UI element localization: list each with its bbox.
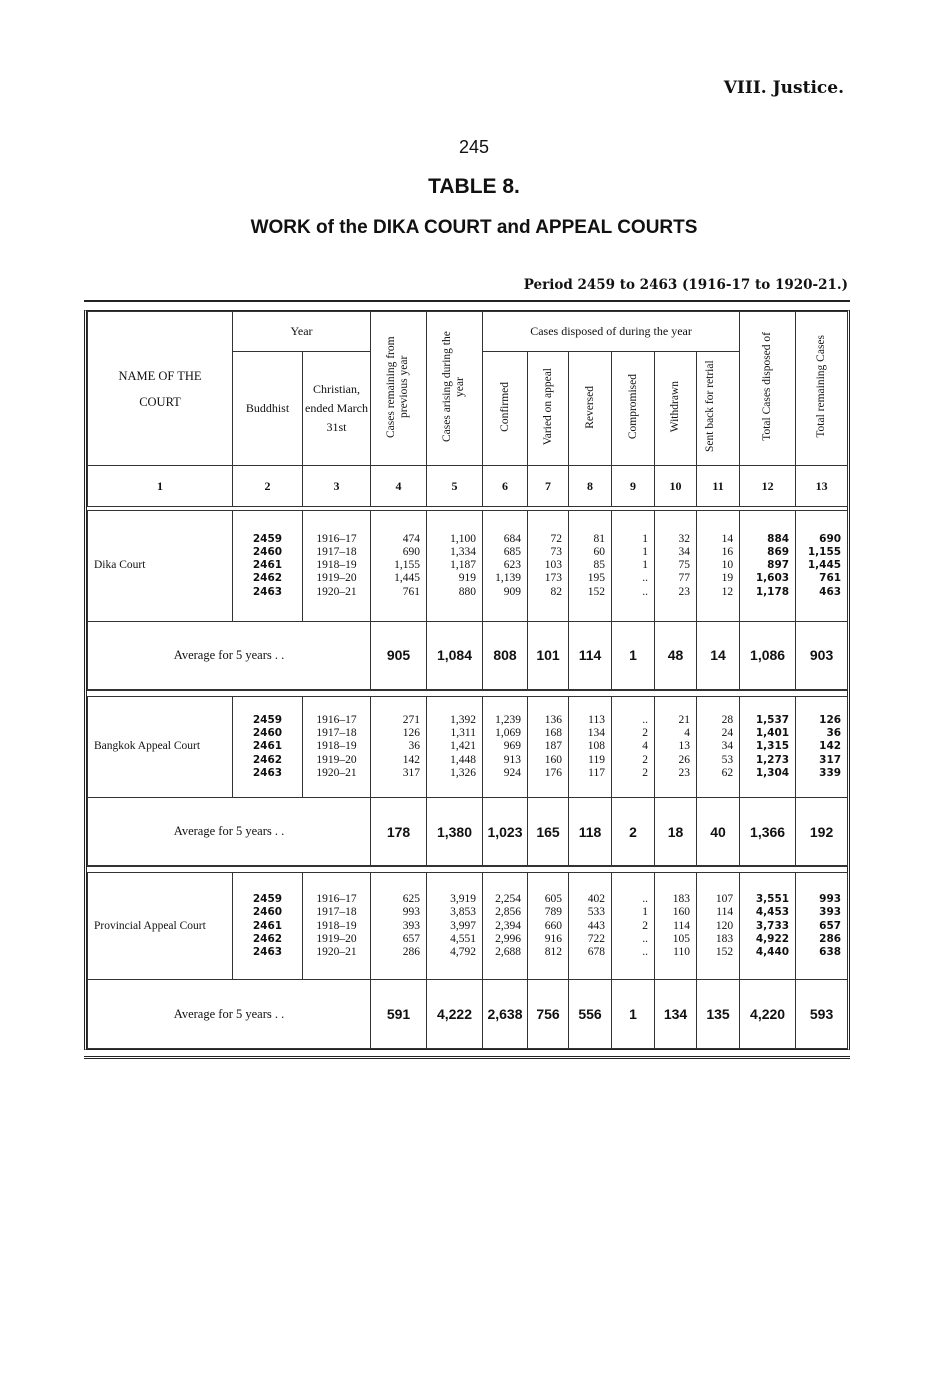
col-withdrawn (655, 352, 697, 466)
table-frame (84, 300, 850, 1059)
avg-value: 192 (796, 798, 848, 867)
avg-value: 591 (371, 980, 427, 1049)
total-remaining-values: 690 1,155 1,445 761 463 (796, 510, 848, 621)
col-sent-back (697, 352, 740, 466)
col-disposed-group: Cases disposed of during the year (483, 312, 740, 352)
average-label: Average for 5 years . . (88, 621, 371, 690)
col-number: 5 (427, 466, 483, 506)
varied-values: 605 789 660 916 812 (528, 873, 569, 980)
confirmed-values: 684 685 623 1,139 909 (483, 510, 528, 621)
withdrawn-values: 183 160 114 105 110 (655, 873, 697, 980)
average-row-provincial (88, 980, 848, 1049)
sent-back-values: 14 16 10 19 12 (697, 510, 740, 621)
buddhist-years: 2459 2460 2461 2462 2463 (233, 873, 303, 980)
avg-value: 1,023 (483, 798, 528, 867)
reversed-values: 81 60 85 195 152 (569, 510, 612, 621)
col-arising-label: Cases arising during the year (440, 331, 466, 443)
table-subtitle: WORK of the DIKA COURT and APPEAL COURTS (250, 217, 698, 238)
section-header: VIII. Justice. (723, 78, 844, 98)
varied-values: 72 73 103 173 82 (528, 510, 569, 621)
avg-value: 593 (796, 980, 848, 1049)
col-compromised (612, 352, 655, 466)
col-name-label: NAME OF THE COURT (118, 368, 202, 409)
avg-value: 1 (612, 621, 655, 690)
page-number: 245 (458, 137, 490, 157)
sent-back-values: 28 24 34 53 62 (697, 697, 740, 798)
arising-values: 1,392 1,311 1,421 1,448 1,326 (427, 697, 483, 798)
court-row-bangkok (88, 697, 848, 798)
buddhist-years: 2459 2460 2461 2462 2463 (233, 510, 303, 621)
avg-value: 48 (655, 621, 697, 690)
avg-value: 40 (697, 798, 740, 867)
avg-value: 4,222 (427, 980, 483, 1049)
avg-value: 1,086 (740, 621, 796, 690)
confirmed-values: 1,239 1,069 969 913 924 (483, 697, 528, 798)
withdrawn-values: 32 34 75 77 23 (655, 510, 697, 621)
avg-value: 178 (371, 798, 427, 867)
col-arising (427, 312, 483, 466)
confirmed-values: 2,254 2,856 2,394 2,996 2,688 (483, 873, 528, 980)
col-number: 2 (233, 466, 303, 506)
avg-value: 2 (612, 798, 655, 867)
col-varied-label: Varied on appeal (541, 368, 554, 446)
avg-value: 118 (569, 798, 612, 867)
avg-value: 101 (528, 621, 569, 690)
avg-value: 905 (371, 621, 427, 690)
compromised-values: .. 1 2 .. .. (612, 873, 655, 980)
avg-value: 903 (796, 621, 848, 690)
avg-value: 18 (655, 798, 697, 867)
total-remaining-values: 993 393 657 286 638 (796, 873, 848, 980)
col-number: 6 (483, 466, 528, 506)
header-row-1 (88, 312, 848, 352)
court-row-dika (88, 510, 848, 621)
avg-value: 4,220 (740, 980, 796, 1049)
reversed-values: 113 134 108 119 117 (569, 697, 612, 798)
col-total-disposed (740, 312, 796, 466)
col-name-of-court (88, 312, 233, 466)
column-number-row (88, 466, 848, 506)
sent-back-values: 107 114 120 183 152 (697, 873, 740, 980)
arising-values: 3,919 3,853 3,997 4,551 4,792 (427, 873, 483, 980)
avg-value: 808 (483, 621, 528, 690)
col-year: Year (233, 312, 371, 352)
avg-value: 1,084 (427, 621, 483, 690)
reversed-values: 402 533 443 722 678 (569, 873, 612, 980)
table-title: TABLE 8. (428, 175, 520, 198)
table-border (84, 310, 850, 1050)
court-row-provincial (88, 873, 848, 980)
avg-value: 756 (528, 980, 569, 1049)
court-name: Bangkok Appeal Court (88, 697, 233, 798)
withdrawn-values: 21 4 13 26 23 (655, 697, 697, 798)
avg-value: 135 (697, 980, 740, 1049)
avg-value: 1 (612, 980, 655, 1049)
average-label: Average for 5 years . . (88, 980, 371, 1049)
col-withdrawn-label: Withdrawn (669, 381, 681, 433)
col-number: 7 (528, 466, 569, 506)
christian-years: 1916–17 1917–18 1918–19 1919–20 1920–21 (303, 697, 371, 798)
col-number: 3 (303, 466, 371, 506)
col-reversed-label: Reversed (583, 385, 596, 429)
avg-value: 134 (655, 980, 697, 1049)
remaining-prev-values: 474 690 1,155 1,445 761 (371, 510, 427, 621)
col-number: 13 (796, 466, 848, 506)
col-varied (528, 352, 569, 466)
total-disposed-values: 884 869 897 1,603 1,178 (740, 510, 796, 621)
col-total-remaining-label: Total remaining Cases (815, 335, 828, 439)
col-number: 1 (88, 466, 233, 506)
col-buddhist: Buddhist (233, 352, 303, 466)
avg-value: 2,638 (483, 980, 528, 1049)
col-number: 12 (740, 466, 796, 506)
col-reversed (569, 352, 612, 466)
col-confirmed-label: Confirmed (498, 382, 511, 432)
col-confirmed (483, 352, 528, 466)
avg-value: 14 (697, 621, 740, 690)
average-label: Average for 5 years . . (88, 798, 371, 867)
avg-value: 114 (569, 621, 612, 690)
col-compromised-label: Compromised (626, 374, 639, 440)
col-christian: Christian, ended March 31st (303, 352, 371, 466)
court-name: Provincial Appeal Court (88, 873, 233, 980)
arising-values: 1,100 1,334 1,187 919 880 (427, 510, 483, 621)
remaining-prev-values: 271 126 36 142 317 (371, 697, 427, 798)
col-sent-back-label: Sent back for retrial (704, 361, 717, 453)
average-row-bangkok (88, 798, 848, 867)
remaining-prev-values: 625 993 393 657 286 (371, 873, 427, 980)
avg-value: 1,380 (427, 798, 483, 867)
compromised-values: 1 1 1 .. .. (612, 510, 655, 621)
christian-years: 1916–17 1917–18 1918–19 1919–20 1920–21 (303, 873, 371, 980)
col-number: 11 (697, 466, 740, 506)
compromised-values: .. 2 4 2 2 (612, 697, 655, 798)
total-remaining-values: 126 36 142 317 339 (796, 697, 848, 798)
average-row-dika (88, 621, 848, 690)
period-label: Period 2459 to 2463 (1916-17 to 1920-21.) (523, 277, 848, 293)
christian-years: 1916–17 1917–18 1918–19 1919–20 1920–21 (303, 510, 371, 621)
col-total-remaining (796, 312, 848, 466)
avg-value: 165 (528, 798, 569, 867)
col-number: 4 (371, 466, 427, 506)
col-number: 8 (569, 466, 612, 506)
col-number: 9 (612, 466, 655, 506)
col-remaining-prev-label: Cases remaining from previous year (384, 335, 410, 438)
court-name: Dika Court (88, 510, 233, 621)
total-disposed-values: 1,537 1,401 1,315 1,273 1,304 (740, 697, 796, 798)
col-number: 10 (655, 466, 697, 506)
col-total-disposed-label: Total Cases disposed of (761, 332, 774, 442)
buddhist-years: 2459 2460 2461 2462 2463 (233, 697, 303, 798)
varied-values: 136 168 187 160 176 (528, 697, 569, 798)
court-work-table (87, 311, 848, 1049)
avg-value: 1,366 (740, 798, 796, 867)
total-disposed-values: 3,551 4,453 3,733 4,922 4,440 (740, 873, 796, 980)
avg-value: 556 (569, 980, 612, 1049)
col-remaining-prev (371, 312, 427, 466)
